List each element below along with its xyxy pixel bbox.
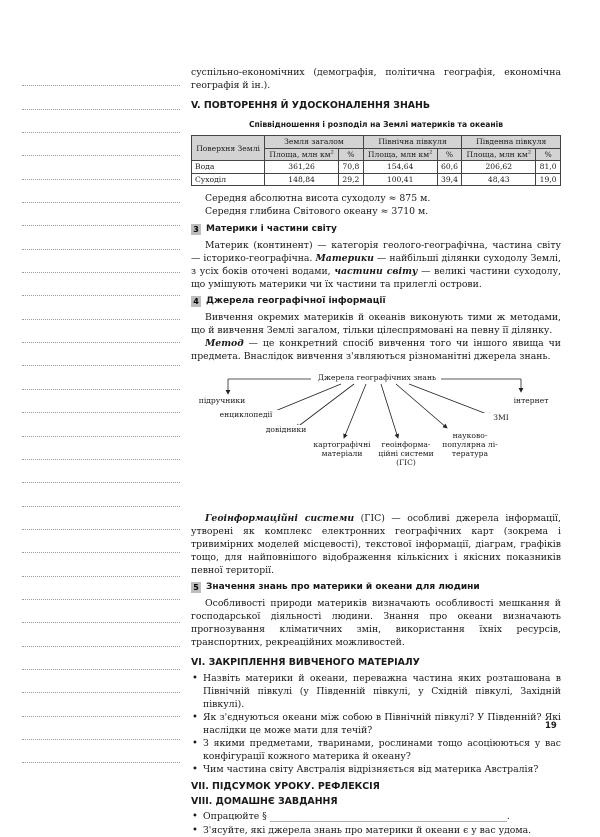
continents-paragraph: Материк (континент) — категорія геолого-географічна, частина світу — історико-географічна. Материки — найбільші ділянки суходолу Землі, з усіх боків оточені водами, частини світу — великі частини суходолу, що умішують материки чи їх частини та прилеглі острови.	[191, 239, 562, 290]
fact-land-height: Середня абсолютна висота суходолу ≈ 875 м.	[205, 193, 431, 205]
page-number: 19	[545, 721, 557, 731]
table-row: Вода 361,26 70,8 154,64 60,6 206,62 81,0	[192, 161, 561, 174]
section-7-heading: VII. ПІДСУМОК УРОКУ. РЕФЛЕКСІЯ	[191, 781, 380, 793]
diagram-node-maps: картографічні матеріали	[309, 440, 375, 459]
knowledge-sources-diagram	[191, 370, 561, 508]
subsection-number: 4	[191, 296, 201, 307]
header-surface: Поверхня Землі	[192, 136, 265, 161]
continents-oceans-table	[191, 135, 561, 186]
list-item: • З якими предметами, тваринами, рослинами тощо асоціюються у вас конфігурації кожного материка й океану?	[191, 737, 561, 763]
header-percent: %	[536, 148, 561, 161]
list-item: • Чим частина світу Австралія відрізняється від материка Австралія?	[191, 763, 561, 776]
diagram-node-popular-science: науково-популярна лі-тература	[438, 431, 502, 459]
table-caption: Співвідношення і розподіл на Землі материків та океанів	[248, 120, 504, 130]
list-item: • З'ясуйте, які джерела знань про материки й океани є у вас удома.	[191, 824, 561, 837]
diagram-node-internet: інтернет	[507, 396, 555, 405]
importance-paragraph: Особливості природи материків визначають особливості мешкання й господарської діяльності людини. Знання про океани визначають прогнозування кліматичних змін, використання їхніх ресурсів, транспортних, рекреаційних можливостей.	[191, 598, 561, 649]
list-item: • Опрацюйте § ___________________________________________________.	[191, 810, 561, 823]
intro-paragraph: суспільно-економічних (демографія, політична географія, економічна географія й ін.).	[191, 67, 561, 92]
header-area: Площа, млн $км^2$	[265, 148, 339, 161]
list-item: • Назвіть материки й океани, переважна частина яких розташована в Північній півкулі (у Південній півкулі, у Східній півкулі, Західній півкулі).	[191, 672, 561, 711]
diagram-root: Джерела географічних знань	[313, 373, 441, 382]
subsection-5-heading: 5 Значення знань про материки й океани для людини	[191, 581, 561, 594]
diagram-node-encyclopedias: енциклопедії	[213, 410, 279, 419]
diagram-node-media: ЗМІ	[481, 413, 521, 422]
margin-notes-lines	[22, 63, 180, 763]
header-area: Площа, млн $км^2$	[363, 148, 437, 161]
subsection-number: 5	[191, 582, 201, 593]
header-percent: %	[437, 148, 462, 161]
diagram-node-reference-books: довідники	[256, 425, 316, 434]
gis-paragraph: Геоінформаційні системи (ГІС) — особливі джерела інформації, утворені як комплекс електронних географічних карт (зокрема і тривимірних моделей місцевості), текстової інформації, діаграм, графіків тощо, для найповнішого відображення кількісних і якісних показників певної території.	[191, 512, 561, 576]
fact-ocean-depth: Середня глибина Світового океану ≈ 3710 м.	[205, 206, 429, 218]
header-group-south: Південна півкуля	[462, 136, 561, 149]
table-row: Суходіл 148,84 29,2 100,41 39,4 48,43 19,0	[192, 173, 561, 186]
section-5-heading: V. ПОВТОРЕННЯ Й УДОСКОНАЛЕННЯ ЗНАНЬ	[191, 100, 431, 112]
sources-paragraph-1: Вивчення окремих материків й океанів виконують тими ж методами, що й вивчення Землі загалом, тільки цілеспрямовані на певну її ділянку.	[191, 312, 561, 337]
header-area: Площа, млн $км^2$	[462, 148, 536, 161]
main-content	[191, 66, 561, 837]
subsection-number: 3	[191, 224, 201, 235]
diagram-arrows	[191, 370, 561, 508]
section-6-heading: VI. ЗАКРІПЛЕННЯ ВИВЧЕНОГО МАТЕРІАЛУ	[191, 657, 420, 669]
header-percent: %	[339, 148, 364, 161]
header-group-north: Північна півкуля	[363, 136, 462, 149]
section-8-heading: VIII. ДОМАШНЄ ЗАВДАННЯ	[191, 796, 338, 808]
homework-list	[191, 810, 561, 836]
header-group-total: Земля загалом	[265, 136, 364, 149]
subsection-3-heading: 3 Материки і частини світу	[191, 223, 561, 236]
diagram-node-gis: геоінформа-ційні системи (ГІС)	[376, 440, 436, 468]
method-paragraph: Метод — це конкретний спосіб вивчення того чи іншого явища чи предмета. Внаслідок вивчення з'являються різноманітні джерела знань.	[191, 338, 561, 363]
consolidation-questions	[191, 672, 561, 777]
subsection-4-heading: 4 Джерела географічної інформації	[191, 295, 561, 308]
diagram-node-textbooks: підручники	[191, 396, 253, 405]
list-item: • Як з'єднуються океани між собою в Північній півкулі? У Південній? Які наслідки це може мати для течій?	[191, 711, 561, 737]
